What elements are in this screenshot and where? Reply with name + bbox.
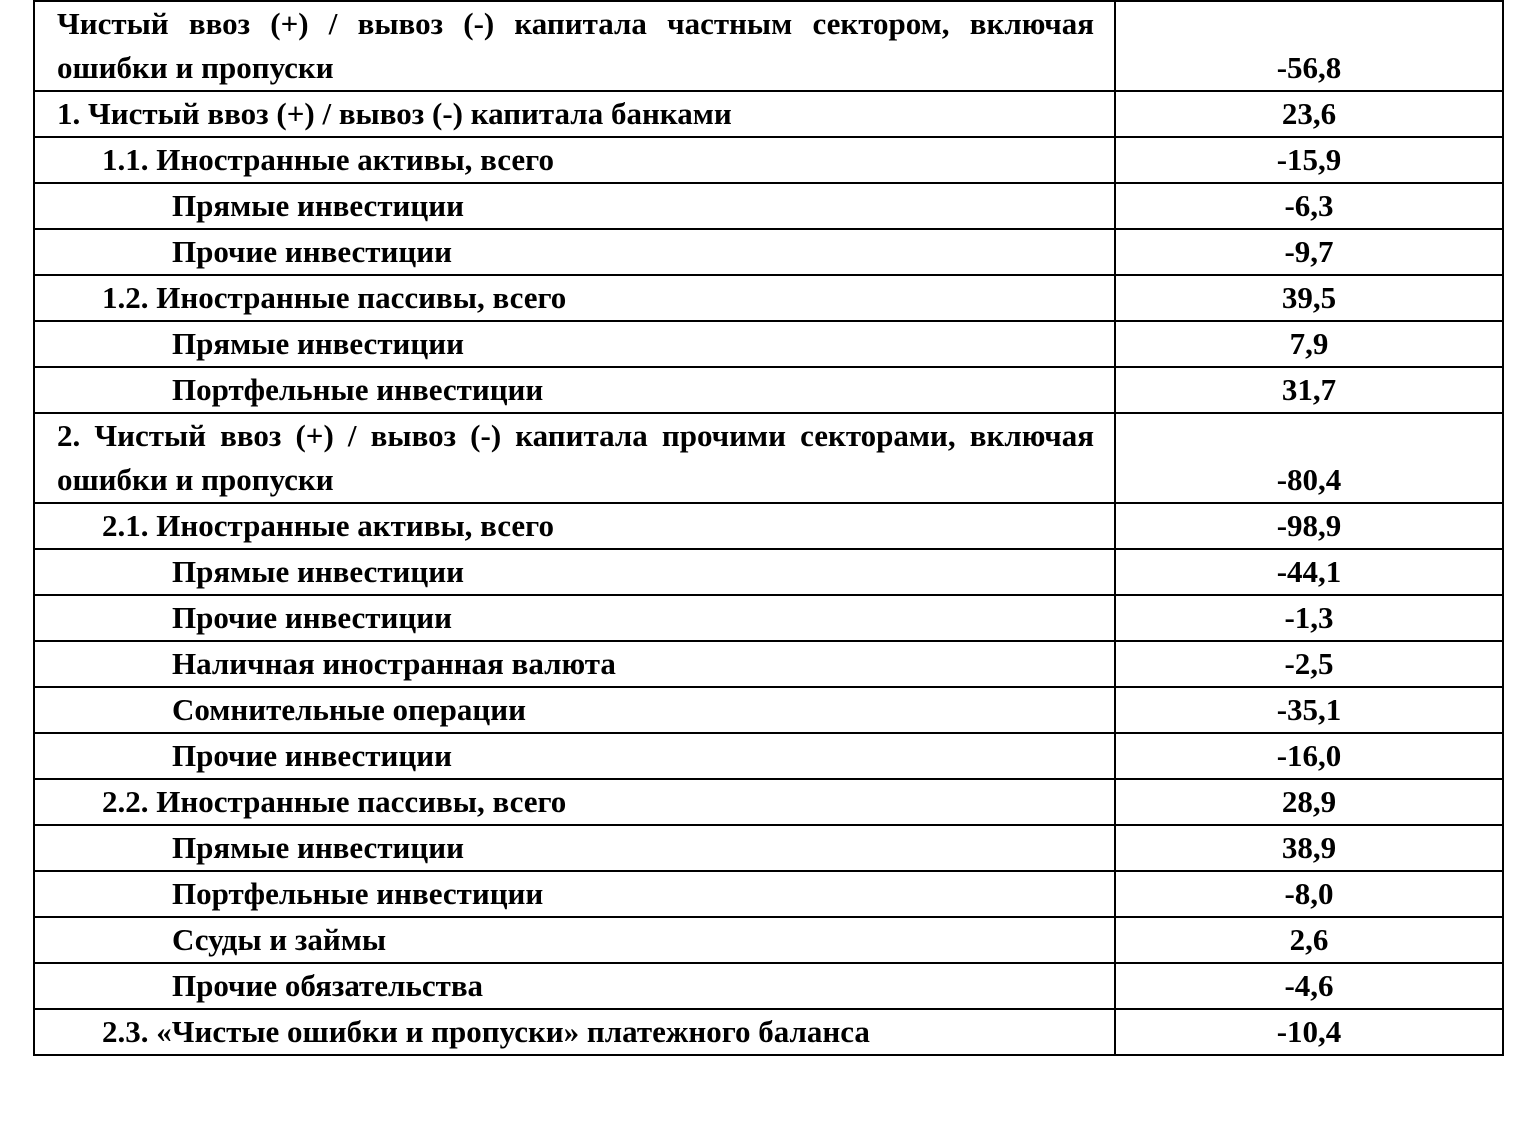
row-label: 1.1. Иностранные активы, всего: [34, 137, 1115, 183]
row-value: 7,9: [1115, 321, 1503, 367]
row-value: 2,6: [1115, 917, 1503, 963]
row-value: -8,0: [1115, 871, 1503, 917]
table-row: [34, 1009, 1503, 1055]
row-value: 28,9: [1115, 779, 1503, 825]
table-row: [34, 275, 1503, 321]
table-row: [34, 413, 1503, 503]
row-label: Прямые инвестиции: [34, 183, 1115, 229]
row-value: -15,9: [1115, 137, 1503, 183]
row-label: Наличная иностранная валюта: [34, 641, 1115, 687]
table-row: [34, 871, 1503, 917]
table-row: [34, 1, 1503, 91]
table-row: [34, 91, 1503, 137]
row-value: -6,3: [1115, 183, 1503, 229]
row-label: Прямые инвестиции: [34, 825, 1115, 871]
table-row: [34, 183, 1503, 229]
table-row: [34, 825, 1503, 871]
row-value: 23,6: [1115, 91, 1503, 137]
row-value: -1,3: [1115, 595, 1503, 641]
table-row: [34, 779, 1503, 825]
row-value: -2,5: [1115, 641, 1503, 687]
row-label: 2.2. Иностранные пассивы, всего: [34, 779, 1115, 825]
row-label: 1. Чистый ввоз (+) / вывоз (-) капитала банками: [34, 91, 1115, 137]
row-value: -44,1: [1115, 549, 1503, 595]
row-value: -16,0: [1115, 733, 1503, 779]
table-row: [34, 963, 1503, 1009]
row-value: 31,7: [1115, 367, 1503, 413]
table-row: [34, 595, 1503, 641]
row-value: 38,9: [1115, 825, 1503, 871]
row-value: -35,1: [1115, 687, 1503, 733]
row-value: -98,9: [1115, 503, 1503, 549]
row-value: -10,4: [1115, 1009, 1503, 1055]
row-label: Ссуды и займы: [34, 917, 1115, 963]
table-row: [34, 503, 1503, 549]
row-label: Прямые инвестиции: [34, 549, 1115, 595]
row-value: -56,8: [1115, 1, 1503, 91]
table-row: [34, 687, 1503, 733]
table-row: [34, 641, 1503, 687]
table-row: [34, 917, 1503, 963]
row-label: Портфельные инвестиции: [34, 871, 1115, 917]
row-label: Чистый ввоз (+) / вывоз (-) капитала частным сектором, включая ошибки и пропуски: [34, 1, 1115, 91]
row-value: -80,4: [1115, 413, 1503, 503]
row-label: Прочие инвестиции: [34, 229, 1115, 275]
table-row: [34, 321, 1503, 367]
table-row: [34, 229, 1503, 275]
row-label: Прямые инвестиции: [34, 321, 1115, 367]
row-label: 2. Чистый ввоз (+) / вывоз (-) капитала прочими секторами, включая ошибки и пропуски: [34, 413, 1115, 503]
row-value: 39,5: [1115, 275, 1503, 321]
row-label: 2.3. «Чистые ошибки и пропуски» платежного баланса: [34, 1009, 1115, 1055]
row-label: Портфельные инвестиции: [34, 367, 1115, 413]
row-label: Прочие обязательства: [34, 963, 1115, 1009]
row-label: Прочие инвестиции: [34, 733, 1115, 779]
row-value: -4,6: [1115, 963, 1503, 1009]
table-row: [34, 733, 1503, 779]
row-label: 2.1. Иностранные активы, всего: [34, 503, 1115, 549]
capital-flows-table: [33, 0, 1504, 1056]
row-label: Прочие инвестиции: [34, 595, 1115, 641]
table-row: [34, 549, 1503, 595]
table-row: [34, 367, 1503, 413]
row-label: 1.2. Иностранные пассивы, всего: [34, 275, 1115, 321]
row-label: Сомнительные операции: [34, 687, 1115, 733]
row-value: -9,7: [1115, 229, 1503, 275]
table-row: [34, 137, 1503, 183]
